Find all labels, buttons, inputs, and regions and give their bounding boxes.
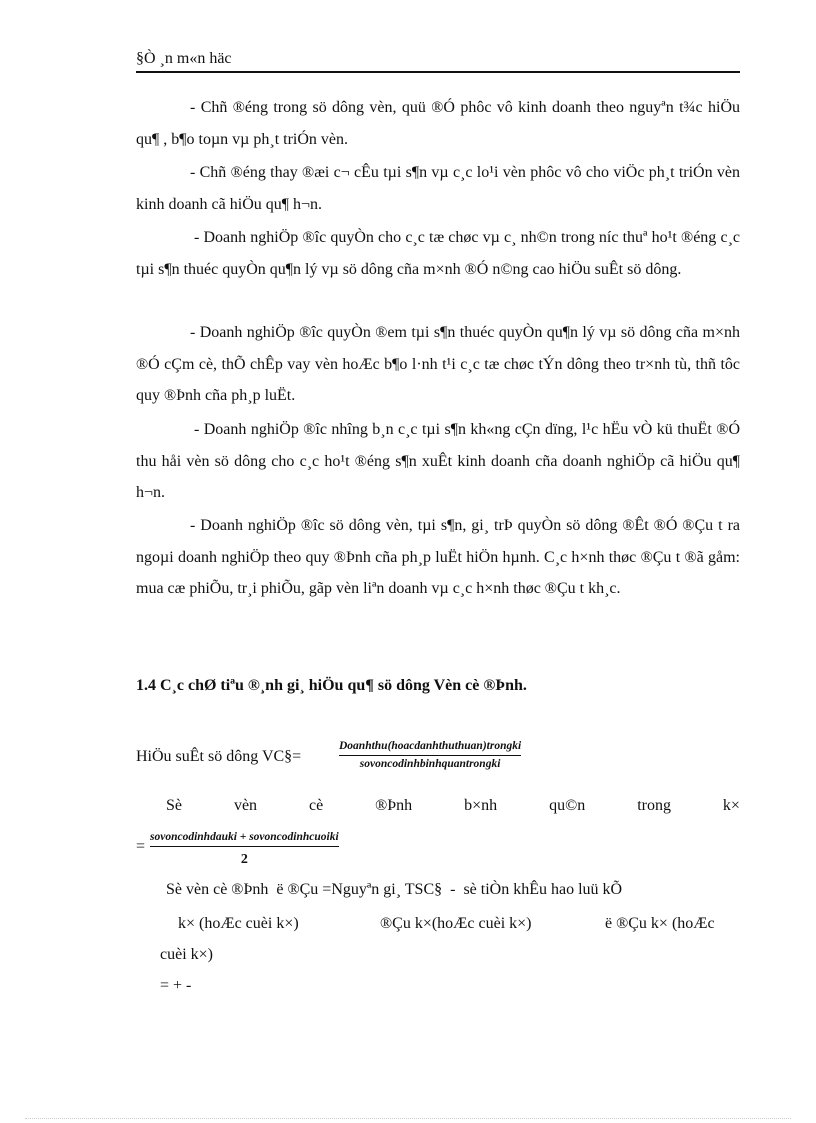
word: k×	[722, 797, 740, 814]
paragraph-5: - Doanh nghiÖp ®îc nhîng b¸n c¸c tµi s¶n kh«ng cÇn dïng, l¹c hËu vÒ kü thuËt ®Ó thu håi vèn sö dông cho c¸c ho¹t ®éng s¶n xuÊt kinh doanh cña doanh nghiÖp cã hiÖu qu¶ h¬n.	[136, 421, 740, 501]
average-fixed-capital-line	[166, 797, 740, 815]
word: cè	[308, 797, 324, 814]
formula2-numerator: sovoncodinhdauki + sovoncodinhcuoiki	[150, 831, 339, 843]
word: trong	[637, 797, 671, 814]
fraction-bar	[150, 846, 339, 847]
formula1-numerator: Doanhthu(hoacdanhthuthuan)trongki	[339, 740, 522, 752]
section-heading: 1.4 C¸c chØ tiªu ®¸nh gi¸ hiÖu qu¶ sö dông Vèn cè ®Þnh.	[136, 677, 527, 694]
formula1-denominator: sovoncodinhbinhquantrongki	[359, 758, 501, 770]
word: vèn	[233, 797, 258, 814]
fixed-capital-formula-line: Sè vèn cè ®Þnh ë ®Çu =Nguyªn gi¸ TSC§ - sè tiÒn khÊu hao luü kÕ	[166, 881, 623, 898]
formula2-equals: =	[136, 838, 146, 855]
formula1-fraction	[339, 740, 521, 770]
page-header-title: §Ò ¸n m«n häc	[136, 50, 232, 67]
paragraph-1: - Chñ ®éng trong sö dông vèn, quü ®Ó phôc vô kinh doanh theo nguyªn t¾c hiÖu qu¶ , b¶o toµn vµ ph¸t triÓn vèn.	[136, 99, 740, 148]
word: qu©n	[549, 797, 586, 814]
period-note-continued: cuèi k×)	[160, 946, 213, 963]
paragraph-2: - Chñ ®éng thay ®æi c¬ cÊu tµi s¶n vµ c¸c lo¹i vèn phôc vô cho viÖc ph¸t triÓn vèn kinh doanh cã hiÖu qu¶ h¬n.	[136, 164, 740, 213]
paragraph-3: - Doanh nghiÖp ®îc quyÒn cho c¸c tæ chøc vµ c¸ nh©n trong níc thuª ho¹t ®éng c¸c tµi s¶n thuéc quyÒn qu¶n lý vµ sö dông cña m×nh ®Ó n©ng cao hiÖu suÊt sö dông.	[136, 229, 740, 278]
paragraph-4: - Doanh nghiÖp ®îc quyÒn ®em tµi s¶n thuéc quyÒn qu¶n lý vµ sö dông cña m×nh ®Ó cÇm cè, thÕ chÊp vay vèn hoÆc b¶o l·nh t¹i c¸c tæ chøc tÝn dông theo tr×nh tù, thñ tôc quy ®Þnh cña ph¸p luËt.	[136, 324, 740, 404]
period-note-b: ®Çu k×(hoÆc cuèi k×)	[380, 915, 532, 932]
word: ®Þnh	[375, 797, 413, 814]
formula1-label: HiÖu suÊt sö dông VC§=	[136, 748, 302, 765]
formula2-denominator: 2	[240, 852, 248, 867]
period-note-a: k× (hoÆc cuèi k×)	[178, 915, 299, 932]
formula2-fraction	[150, 831, 339, 868]
paragraph-6: - Doanh nghiÖp ®îc sö dông vèn, tµi s¶n, gi¸ trÞ quyÒn sö dông ®Êt ®Ó ®Çu t ra ngoµi doanh nghiÖp theo quy ®Þnh cña ph¸p luËt hiÖn hµnh. C¸c h×nh thøc ®Çu t ®ã gåm: mua cæ phiÕu, tr¸i phiÕu, gãp vèn liªn doanh vµ c¸c h×nh thøc ®Çu t kh¸c.	[136, 517, 740, 597]
period-note-c: ë ®Çu k× (hoÆc	[605, 915, 715, 932]
operator-line: = + -	[160, 977, 192, 994]
fraction-bar	[339, 755, 521, 756]
header-divider	[136, 71, 740, 73]
word: Sè	[166, 797, 182, 814]
page-bottom-border	[25, 1118, 791, 1119]
word: b×nh	[464, 797, 498, 814]
